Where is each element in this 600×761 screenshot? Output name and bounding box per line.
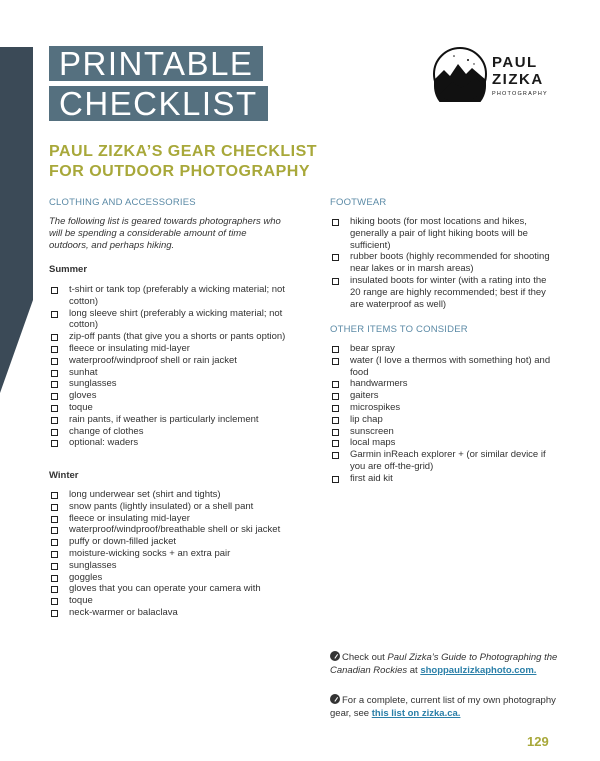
clothing-section-title: CLOTHING AND ACCESSORIES	[49, 197, 196, 208]
page-number: 129	[527, 734, 549, 749]
summer-checklist	[49, 284, 289, 449]
note2-text: For a complete, current list of my own photography gear, see	[330, 695, 556, 719]
checkbox-icon[interactable]	[51, 551, 58, 558]
sidebar-decoration	[0, 0, 33, 761]
winter-title: Winter	[49, 470, 79, 481]
checklist-item-label: puffy or down-filled jacket	[69, 536, 177, 548]
checkbox-icon[interactable]	[332, 429, 339, 436]
checklist-item	[330, 343, 555, 355]
checklist-item	[330, 378, 555, 390]
checklist-item	[330, 216, 550, 251]
checkbox-icon[interactable]	[51, 417, 58, 424]
main-heading: PAUL ZIZKA’S GEAR CHECKLIST FOR OUTDOOR PHOTOGRAPHY	[49, 143, 318, 180]
checkbox-icon[interactable]	[332, 346, 339, 353]
checklist-item	[49, 607, 289, 619]
clothing-intro: The following list is geared towards photographers who will be spending a considerable amount of time outdoors, and perhaps hiking.	[49, 216, 281, 251]
checkbox-icon[interactable]	[51, 598, 58, 605]
footwear-checklist	[330, 216, 550, 310]
logo-line-2: ZIZKA	[492, 71, 544, 88]
checklist-item	[330, 355, 555, 379]
checklist-item-label: goggles	[69, 571, 103, 583]
checklist-item	[49, 536, 289, 548]
checkbox-icon[interactable]	[51, 393, 58, 400]
checklist-item-label: t-shirt or tank top (preferably a wicking material; not cotton)	[69, 284, 285, 307]
logo-mountain-icon	[432, 46, 488, 102]
checklist-item	[49, 284, 289, 308]
shop-link[interactable]: shoppaulzizkaphoto.com.	[420, 664, 537, 676]
checkbox-icon[interactable]	[332, 452, 339, 459]
checkbox-icon[interactable]	[51, 539, 58, 546]
checkbox-icon[interactable]	[51, 346, 58, 353]
checklist-item	[330, 473, 555, 485]
checkbox-icon[interactable]	[332, 381, 339, 388]
checkbox-icon[interactable]	[51, 370, 58, 377]
checklist-item	[49, 378, 289, 390]
checklist-item-label: toque	[69, 401, 93, 413]
checkbox-icon[interactable]	[51, 358, 58, 365]
footwear-section-title: FOOTWEAR	[330, 197, 387, 208]
checklist-item-label: change of clothes	[69, 425, 144, 437]
checklist-item	[330, 251, 550, 275]
checkbox-icon[interactable]	[332, 405, 339, 412]
checkbox-icon[interactable]	[51, 334, 58, 341]
checklist-item	[49, 367, 289, 379]
checkbox-icon[interactable]	[51, 516, 58, 523]
checkbox-icon[interactable]	[51, 440, 58, 447]
checkbox-icon[interactable]	[51, 381, 58, 388]
gear-note	[330, 694, 560, 720]
checkbox-icon[interactable]	[332, 417, 339, 424]
checklist-item	[49, 489, 289, 501]
checklist-item-label: optional: waders	[69, 437, 139, 449]
checkbox-icon[interactable]	[51, 610, 58, 617]
guide-note	[330, 651, 560, 677]
checklist-item-label: first aid kit	[350, 472, 393, 484]
checklist-item-label: Garmin inReach explorer + (or similar device if you are off-the-grid)	[350, 449, 546, 472]
checkbox-icon[interactable]	[332, 476, 339, 483]
checklist-item-label: water (I love a thermos with something hot) and food	[350, 354, 551, 378]
checkbox-icon[interactable]	[332, 393, 339, 400]
checklist-item	[49, 595, 289, 607]
note1-text: Check out	[342, 652, 388, 663]
checklist-item	[330, 426, 555, 438]
checkbox-icon[interactable]	[332, 358, 339, 365]
checklist-item	[49, 548, 289, 560]
checklist-item	[330, 437, 555, 449]
logo-line-1: PAUL	[492, 54, 538, 71]
checklist-item-label: moisture-wicking socks + an extra pair	[69, 547, 231, 559]
checkbox-icon[interactable]	[51, 586, 58, 593]
checklist-item-label: gloves that you can operate your camera with	[69, 583, 261, 595]
checklist-item	[49, 560, 289, 572]
checklist-item	[49, 308, 289, 332]
checkbox-icon[interactable]	[51, 575, 58, 582]
winter-checklist	[49, 489, 289, 619]
checkbox-icon[interactable]	[51, 311, 58, 318]
checklist-item-label: long underwear set (shirt and tights)	[69, 489, 221, 500]
title-line-2: CHECKLIST	[49, 86, 268, 121]
checkbox-icon[interactable]	[51, 527, 58, 534]
checkbox-icon[interactable]	[332, 278, 339, 285]
guide-icon	[330, 694, 340, 704]
checklist-item-label: lip chap	[350, 413, 383, 425]
checkbox-icon[interactable]	[332, 219, 339, 226]
checklist-item-label: sunscreen	[350, 425, 394, 437]
checklist-item-label: rain pants, if weather is particularly inclement	[69, 413, 259, 425]
checklist-item	[49, 343, 289, 355]
checklist-item	[49, 524, 289, 536]
checklist-item-label: gloves	[69, 390, 97, 402]
logo-subtitle: PHOTOGRAPHY	[492, 91, 548, 97]
checklist-item	[49, 437, 289, 449]
checklist-item	[330, 402, 555, 414]
checklist-item	[49, 414, 289, 426]
checklist-item	[49, 426, 289, 438]
checklist-item	[49, 583, 289, 595]
checkbox-icon[interactable]	[332, 254, 339, 261]
checklist-item-label: microspikes	[350, 401, 401, 413]
checklist-item-label: sunglasses	[69, 559, 117, 571]
checklist-item-label: gaiters	[350, 390, 379, 402]
checklist-item-label: bear spray	[350, 343, 395, 354]
gear-list-link[interactable]: this list on zizka.ca.	[371, 707, 461, 719]
checkbox-icon[interactable]	[51, 504, 58, 511]
checklist-item	[49, 513, 289, 525]
logo	[432, 46, 554, 104]
checkbox-icon[interactable]	[332, 440, 339, 447]
title-line-1: PRINTABLE	[49, 46, 263, 81]
logo-name	[492, 54, 544, 88]
checklist-item-label: zip-off pants (that give you a shorts or pants option)	[69, 331, 286, 343]
checklist-item-label: hiking boots (for most locations and hikes, generally a pair of light hiking boots will be sufficient)	[350, 216, 528, 251]
note1-connector: at	[407, 664, 421, 676]
checklist-item	[330, 390, 555, 402]
checkbox-icon[interactable]	[51, 492, 58, 499]
checkbox-icon[interactable]	[51, 563, 58, 570]
checklist-item	[330, 414, 555, 426]
checkbox-icon[interactable]	[51, 287, 58, 294]
checklist-item-label: insulated boots for winter (with a rating into the 20 range are highly recommended; best if they are waterproof as well)	[350, 274, 547, 310]
checklist-item-label: sunglasses	[69, 378, 117, 390]
checklist-item	[49, 390, 289, 402]
checklist-item	[49, 501, 289, 513]
checklist-item	[330, 275, 550, 310]
checklist-item	[49, 331, 289, 343]
summer-title: Summer	[49, 264, 88, 275]
checklist-item	[330, 449, 555, 473]
checklist-item	[49, 572, 289, 584]
checklist-item	[49, 402, 289, 414]
checklist-item-label: neck-warmer or balaclava	[69, 606, 178, 618]
checklist-item-label: long sleeve shirt (preferably a wicking material; not cotton)	[69, 307, 283, 331]
checklist-item-label: waterproof/windproof shell or rain jacket	[69, 354, 237, 366]
checklist-item-label: handwarmers	[350, 378, 408, 390]
note1-book-title: Paul Zizka’s Guide to Photographing the Canadian Rockies	[330, 652, 558, 676]
checklist-item-label: local maps	[350, 437, 396, 449]
checklist-item-label: toque	[69, 595, 93, 607]
checklist-item-label: snow pants (lightly insulated) or a shell pant	[69, 500, 254, 512]
checklist-item-label: sunhat	[69, 366, 98, 378]
other-section-title: OTHER ITEMS TO CONSIDER	[330, 324, 468, 335]
other-checklist	[330, 343, 555, 485]
checklist-item-label: fleece or insulating mid-layer	[69, 512, 190, 524]
checklist-item-label: rubber boots (highly recommended for shooting near lakes or in marsh areas)	[350, 251, 550, 275]
checkbox-icon[interactable]	[51, 429, 58, 436]
guide-icon	[330, 651, 340, 661]
checklist-item	[49, 355, 289, 367]
checklist-item-label: fleece or insulating mid-layer	[69, 342, 190, 354]
checkbox-icon[interactable]	[51, 405, 58, 412]
checklist-item-label: waterproof/windproof/breathable shell or ski jacket	[69, 524, 281, 536]
